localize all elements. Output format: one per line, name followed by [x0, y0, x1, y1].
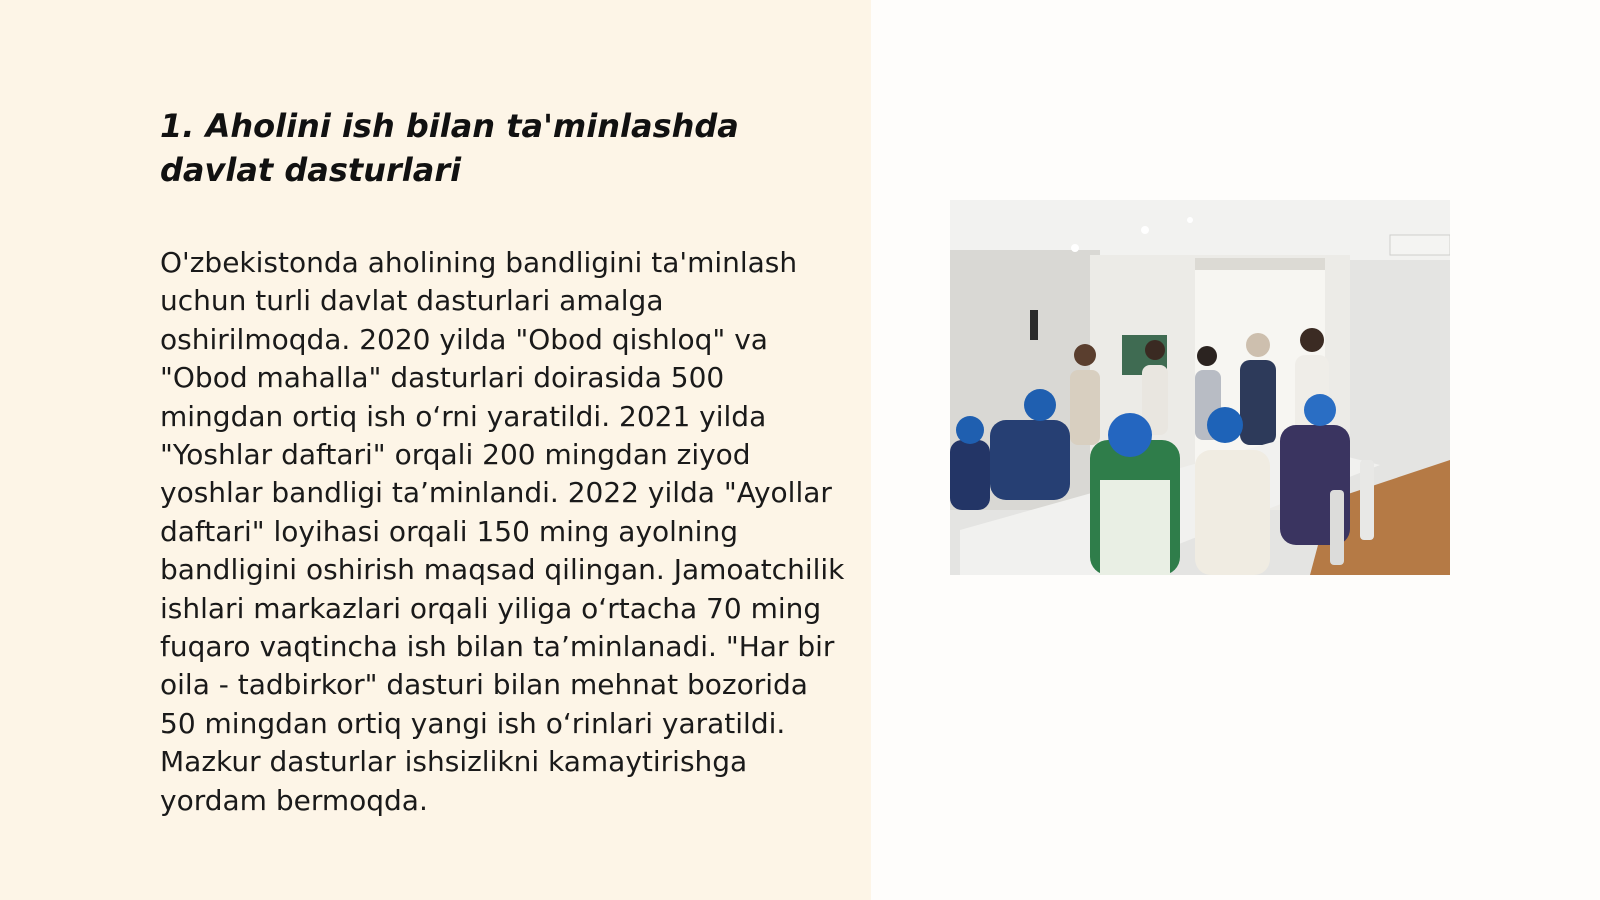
slide-title: 1. Aholini ish bilan ta'minlashda davlat dasturlari: [160, 107, 739, 189]
slide-body-text: O'zbekistonda aholining bandligini ta'minlash uchun turli davlat dasturlari amalga oshirilmoqda. 2020 yilda "Obod qishloq" va "Obod mahalla" dasturlari doirasida 500 mingdan ortiq ish o‘rni yaratildi. 2021 yilda "Yoshlar daftari" orqali 200 mingdan ziyod yoshlar bandligi ta’minlandi. 2022 yilda "Ayollar daftari" loyihasi orqali 150 ming ayolning bandligini oshirish maqsad qilingan. Jamoatchilik ishlari markazlari orqali yiliga o‘rtacha 70 ming fuqaro vaqtincha ish bilan ta’minlanadi. "Har bir oila - tadbirkor" dasturi bilan mehnat bozorida 50 mingdan ortiq yangi ish o‘rinlari yaratildi. Mazkur dasturlar ishsizlikni kamaytirishga yordam bermoqda.: [160, 246, 845, 817]
classroom-photo: [950, 200, 1450, 575]
